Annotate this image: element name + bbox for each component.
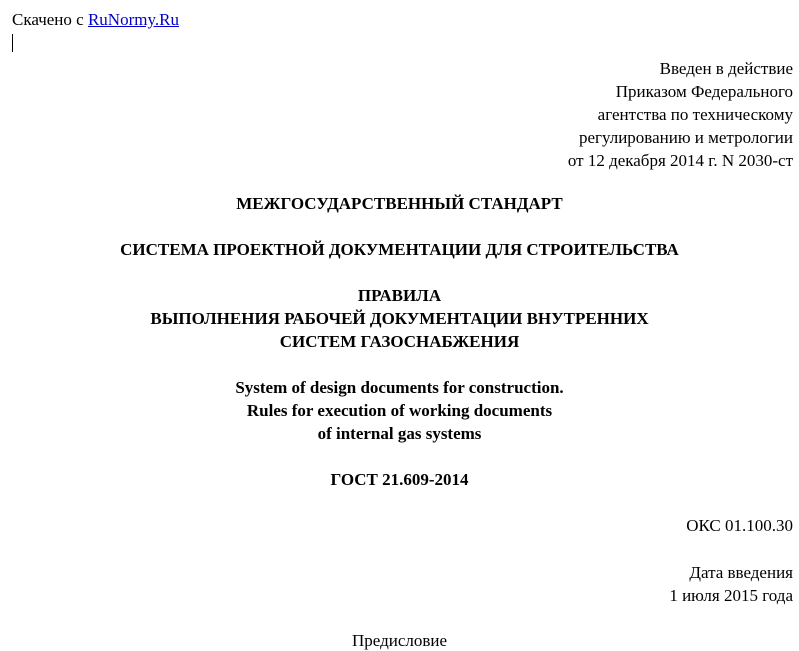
introduction-label: Дата введения	[689, 563, 793, 582]
english-title-line: of internal gas systems	[317, 424, 482, 443]
english-title	[0, 376, 799, 445]
source-line	[12, 10, 179, 30]
english-title-line: Rules for execution of working documents	[246, 401, 553, 420]
introduction-date: 1 июля 2015 года	[669, 586, 793, 605]
gost-number: ГОСТ 21.609-2014	[330, 470, 469, 489]
rules-title-line: ВЫПОЛНЕНИЯ РАБОЧЕЙ ДОКУМЕНТАЦИИ ВНУТРЕННИХ	[150, 309, 649, 328]
system-name: СИСТЕМА ПРОЕКТНОЙ ДОКУМЕНТАЦИИ ДЛЯ СТРОИТЕЛЬСТВА	[120, 240, 679, 259]
english-title-line: System of design documents for construction.	[235, 378, 564, 397]
rules-title	[0, 284, 799, 353]
preface-title: Предисловие	[351, 631, 448, 650]
approval-line: Введен в действие	[659, 59, 793, 78]
runormy-link[interactable]: RuNormy.Ru	[87, 10, 179, 29]
introduction-block	[669, 561, 793, 607]
approval-line: от 12 декабря 2014 г. N 2030-ст	[567, 151, 793, 170]
oks-code: ОКС 01.100.30	[686, 516, 793, 535]
approval-line: агентства по техническому	[597, 105, 793, 124]
approval-block	[568, 57, 793, 172]
rules-title-line: ПРАВИЛА	[357, 286, 442, 305]
approval-line: Приказом Федерального	[615, 82, 793, 101]
standard-type: МЕЖГОСУДАРСТВЕННЫЙ СТАНДАРТ	[236, 194, 563, 213]
rules-title-line: СИСТЕМ ГАЗОСНАБЖЕНИЯ	[279, 332, 520, 351]
source-prefix: Скачено с	[12, 10, 84, 29]
text-cursor	[12, 34, 13, 52]
approval-line: регулированию и метрологии	[578, 128, 793, 147]
